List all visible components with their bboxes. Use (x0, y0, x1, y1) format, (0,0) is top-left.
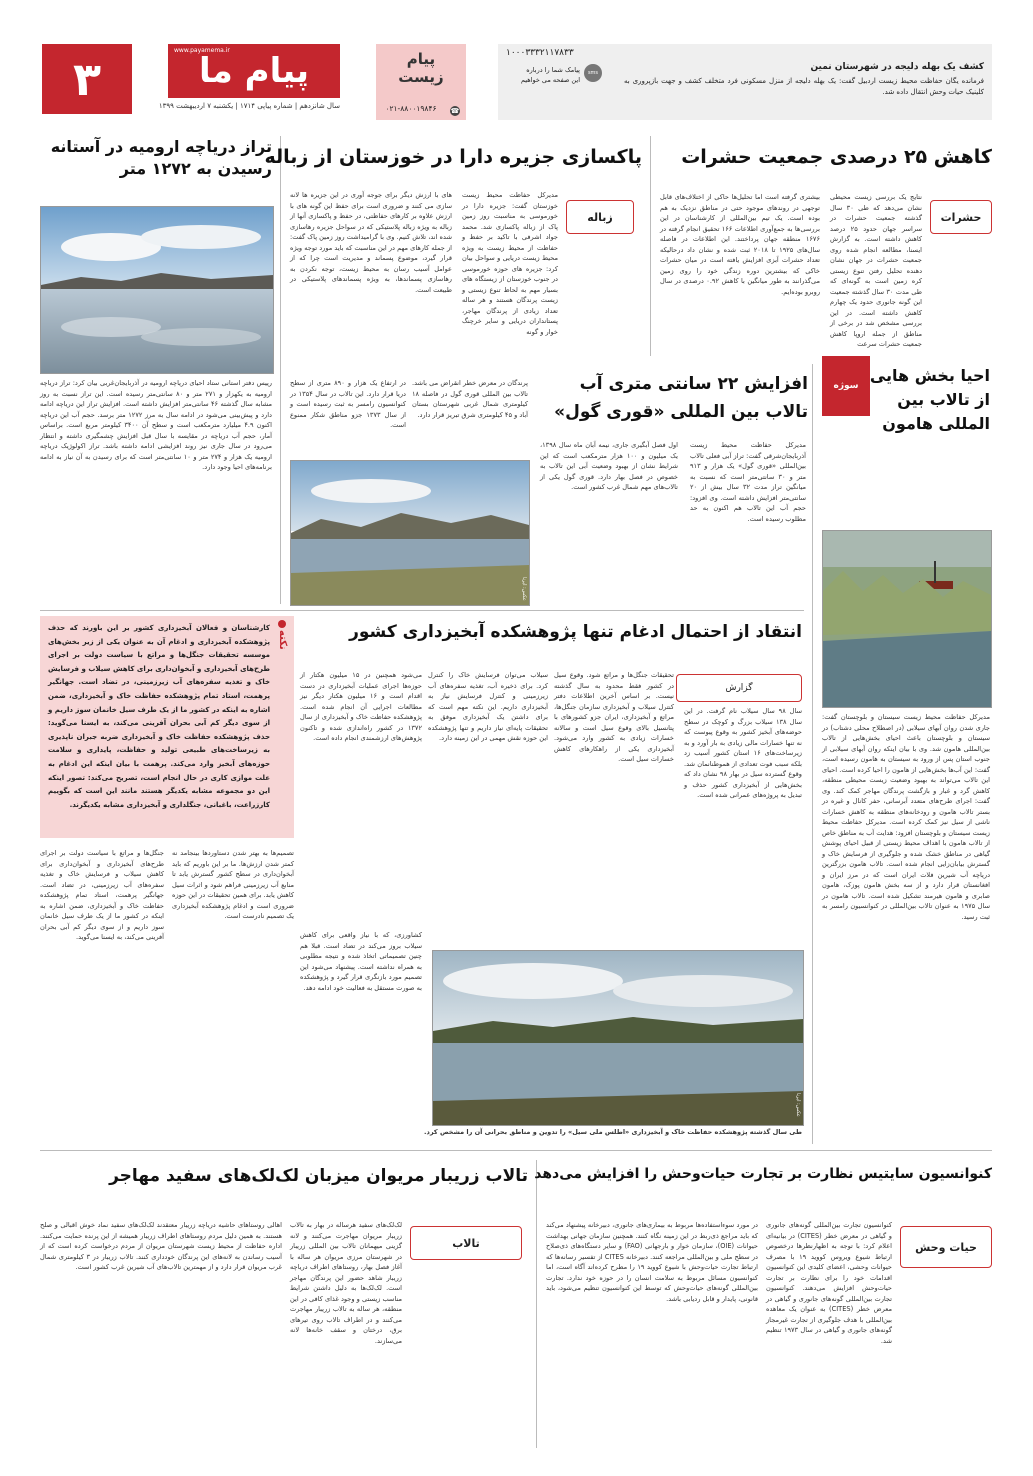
goorigol-col3: پرندگان در معرض خطر انقراض می باشد. تالاب بین المللی قوری گول در فاصله ۱۸ کیلومتری شمال غربی شهرستان بستان آباد و ۴۵ کیلومتری شرق تبریز قرار دارد. (412, 379, 528, 419)
divider (536, 1160, 537, 1448)
watershed-photo-caption: طی سال گذشته پژوهشکده حفاظت خاک و آبخیزداری «اطلس ملی سیل» را تدوین و مناطق بحرانی آن را مشخص کرد. (424, 1128, 802, 1136)
urmia-headline: تراز دریاچه ارومیه در آستانه رسیدن به ۱۲۷۲ متر (50, 137, 272, 178)
hamoon-headline: احیا بخش هایی از تالاب بین المللی هامون (869, 366, 990, 433)
sms-icon: sms (584, 64, 602, 82)
dara-col1: مدیرکل حفاظت محیط زیست خوزستان گفت: جزیره دارا در خورموسی به مناسبت روز زمین پاک از زباله پاکسازی شد. محمد جواد اشرفی با تاکید بر حفظ و حفاظت از محیط زیست به ویژه محیط زیست دریایی و سواحل بیان کرد: جزیره های حوزه خورموسی در جنوب خوزستان از زیستگاه های بسیار مهم به لحاظ تنوع زیستی و زیست پرندگان هستند و هر ساله تعداد زیادی از پرندگان مهاجر، پستانداران دریایی و سایر خرچنگ خوار و گونه (462, 191, 558, 336)
goorigol-col4: در ارتفاع یک هزار و ۸۹۰ متری از سطح دریا قرار دارد. این تالاب در سال ۱۳۵۴ در کنوانسیون رامسر به ثبت رسیده است و از سال ۱۳۷۳ جزو مناطق شکار ممنوع است. (290, 379, 406, 429)
hamoon-body: مدیرکل حفاظت محیط زیست سیستان و بلوچستان گفت: جاری شدن روان آبهای سیلابی (در اصطلاح محلی دشتاب) در سیستان و بلوچستان باعث احیای بخش‌هایی از تالاب بین‌المللی هامون شد. وی با بیان اینکه روان آبهای سیلابی از جنوب استان پس از ورود به سیستان به هامون رسیده است، گفت: این آب‌ها بخش‌هایی از هامون را احیا کرده است. احیای این تالاب می‌تواند به بهبود وضعیت زیست محیطی منطقه، کاهش گرد و غبار و بازگشت پرندگان مهاجر کمک کند. وی گفت: اجرای طرح‌های متعدد آبرسانی، حفر کانال و غیره در بستر تالاب هامون و رودخانه‌های منطقه به کاهش خسارات ناشی از سیل نیز کمک کرده است. مدیرکل حفاظت محیط زیست سیستان و بلوچستان افزود: هدایت آب به مناطق خاص از تالاب هامون با اهداف محیط زیستی از قبیل احیای پوشش گیاهی در مناطق خشک شده و جلوگیری از فرسایش خاک و گسترش بیابان‌زایی انجام شده است. تالاب هامون بزرگترین دریاچه آب شیرین فلات ایران است که در مرز ایران و افغانستان قرار دارد و از سه بخش هامون پوزک، هامون صابری و هامون هیرمند تشکیل شده است. تالاب هامون در سال ۱۹۷۵ به عنوان تالاب بین‌المللی در کنوانسیون رامسر به ثبت رسید. (822, 713, 990, 921)
hamoon-photo-image (823, 531, 991, 707)
divider (40, 1150, 992, 1151)
goorigol-col2: اول فصل آبگیری جاری، نیمه آبان ماه سال ۱۳۹۸، یک میلیون و ۱۰۰ هزار مترمکعب است که این شرایط نشان از بهبود وضعیت آبی این تالاب به خصوص در فصل بهار دارد. قوری گول یکی از تالاب‌های مهم شمال غرب کشور است. (540, 441, 678, 491)
phone-number: ۰۲۱-۸۸۰۰۱۹۸۴۶ (385, 104, 437, 113)
cites-tag: حیات وحش (900, 1226, 992, 1268)
dara-headline: پاکسازی جزیره دارا در خوزستان از زباله (264, 146, 642, 168)
cites-headline: کنوانسیون سایتیس نظارت بر تجارت حیات‌وحش را افزایش می‌دهد (534, 1166, 992, 1182)
logo: پیام ما (199, 51, 309, 91)
hamoon-photo (822, 530, 992, 708)
goorigol-col1: مدیرکل حفاظت محیط زیست آذربایجان‌شرقی گفت: تراز آبی فعلی تالاب بین‌المللی «قوری گول» یک هزار و ۹۱۳ متر و ۳۰ سانتی‌متر است که نسبت به میانگین تراز مدت ۳۲ سال بیش از ۲۰ سانتی‌متر افزایش داشته است. وی افزود: حجم آب این تالاب هم اکنون به حد مطلوب رسیده است. (690, 441, 806, 523)
sms-number: ۱۰۰۰۳۳۳۲۱۱۷۸۳۳ (506, 48, 574, 58)
watershed-photo-image (433, 951, 803, 1125)
insects-tag: حشرات (930, 200, 992, 234)
divider (650, 136, 651, 356)
news-box (498, 44, 992, 120)
watershed-col4: می‌شود همچنین در ۱۵ میلیون هکتار از حوزه‌ها اجرای عملیات آبخیزداری در دست اقدام است و ۱۶ میلیون هکتار دیگر نیز مطالعات اجرایی آن انجام شده است. پژوهشکده حفاظت خاک و آبخیزداری از سال ۱۳۷۲ در کشور راه‌اندازی شده و تاکنون پژوهش‌های ارزشمندی انجام داده است. (300, 671, 422, 742)
logo-box (168, 44, 340, 98)
zarivar-tag: تالاب (410, 1226, 522, 1260)
page-number-box (42, 44, 132, 114)
section-title: پیام زیست (398, 50, 444, 86)
site-url: www.payamema.ir (174, 47, 230, 54)
hamoon-tag: سوژه (822, 356, 870, 416)
urmia-body: رییس دفتر استانی ستاد احیای دریاچه ارومیه در آذربایجان‌غربی بیان کرد: تراز دریاچه ارومیه به یکهزار و ۲۷۱ متر و ۸۰ سانتی‌متر رسیده است. این تراز نسبت به روز مشابه سال گذشته ۴۶ سانتی‌متر افزایش داشته است. افزایش تراز این دریاچه ادامه دارد و پیش‌بینی می‌شود در ادامه سال به مرز ۱۲۷۲ متر برسد. حجم آب این دریاچه اکنون ۴.۹ میلیارد مترمکعب است و سطح آن ۳۴۰۰ کیلومتر مربع است. براساس آمار، حجم آب دریاچه در مقایسه با سال قبل افزایش چشمگیری داشته و انتظار می‌رود در سال جاری نیز روند افزایشی ادامه داشته باشد. تراز اکولوژیک دریاچه ارومیه یک هزار و ۲۷۴ متر و ۱۰ سانتی‌متر است که برای رسیدن به آن نیاز به ادامه برنامه‌های احیا وجود دارد. (40, 379, 273, 471)
sms-line2: این صفحه می خواهیم (520, 76, 580, 84)
watershed-tag: گزارش (676, 674, 802, 702)
callout-dot (278, 620, 286, 628)
zarivar-col1: لک‌لک‌های سفید هرساله در بهار به تالاب زریبار مریوان مهاجرت می‌کنند و لانه گزینی میهمانان تالاب بین المللی زریبار در شهرستان مرزی مریوان هر ساله با آغاز فصل بهار، روستاهای اطراف دریاچه زریبار شاهد حضور این پرندگان مهاجر است. لک‌لک‌ها به دلیل داشتن شرایط مناسب زیستی و وجود غذای کافی در این منطقه، هر ساله به تالاب زریبار مهاجرت می‌کنند و در اطراف تالاب روی تیرهای برق، درختان و سقف خانه‌ها لانه می‌سازند. (290, 1221, 402, 1345)
insects-col1: نتایج یک بررسی زیست محیطی نشان می‌دهد که طی ۳۰ سال گذشته جمعیت حشرات در سراسر جهان حدود ۲۵ درصد کاهش داشته است. به گزارش ایسنا، مطالعه انجام شده روی جمعیت حشرات در جهان نشان دهنده تحلیل رفتن تنوع زیستی کره زمین است به گونه‌ای که طی مدت ۳۰ سال گذشته جمعیت این گونه جانوری حدود یک چهارم کاهش داشته است. در این بررسی مشخص شد در برخی از مناطق از جمله اروپا کاهش جمعیت حشرات سرعت (830, 193, 923, 348)
cites-col2: در مورد سوءاستفاده‌ها مربوط به بیماری‌های جانوری، دبیرخانه پیشنهاد می‌کند که باید مراجع ذی‌ربط در این زمینه نگاه کنند. همچنین سازمان جهانی بهداشت حیوانات (OIE)، سازمان خوار و بارجهانی (FAO) و سایر دستگاه‌های ذی‌صلاح در سطح ملی و بین‌المللی مراجعه کنند. دبیرخانه CITES از تفسیر رسانه‌ها که ارتباط تجارت حیات‌وحش با شیوع کووید ۱۹ را مطرح کرده‌اند آگاه است، اما کنوانسیون مسائل مربوط به سلامت انسان را در حوزه خود ندارد. تجارت بین‌المللی گونه‌های حیات‌وحش که توسط این کنوانسیون تنظیم می‌شود، باید قانونی، پایدار و قابل ردیابی باشد. (546, 1221, 758, 1303)
lake-photo-image (41, 207, 273, 373)
dara-tag: زباله (566, 200, 634, 234)
watershed-col6: تصمیم‌ها به بهتر شدن دستاوردها بینجامد نه کمتر شدن ارزش‌ها. ما بر این باوریم که باید آبخوان‌داری در سطح کشور گسترش یابد تا منابع آب زیرزمینی فراهم شود و اثرات سیل کاهش یابد. برای همین تحقیقات در این حوزه ضروری است و ادغام پژوهشکده آبخیزداری یک تصمیم نادرست است. (172, 849, 294, 920)
divider (280, 136, 281, 604)
watershed-photo (432, 950, 804, 1126)
callout-body: کارشناسان و فعالان آبخیزداری کشور بر این باورند که حذف پژوهشکده آبخیزداری و ادغام آن به عنوان یکی از زیر بخش‌های موسسه تحقیقات جنگل‌ها و مراتع با سیاست دولت بر اجرای طرح‌های آبخیزداری و آبخوان‌داری برای کاهش سیلاب و فرسایش خاک و تغذیه سفره‌های آب زیرزمینی، در تضاد است. جهانگیر پرهمت، استاد تمام پژوهشکده حفاظت خاک و آبخیزداری، ضمن اشاره به اینکه در کشور ما از یک طرف سیل خانمان سوز داریم و از سوی دیگر کم آبی بحران آفرینی می‌کند، به ایسنا می‌گوید: حذف پژوهشکده حفاظت خاک و آبخیزداری ضربه جبران ناپذیری به زیرساخت‌های طبیعی تولید و حفاظت، پایداری و سلامت حوزه‌های آبخیز وارد می‌کند. پرهمت با بیان اینکه این ادغام به علت موازی کاری در حال انجام است، تصریح می‌کند: تصور اینکه این دو مجموعه مشابه یکدیگر هستند مانند این است که بگوییم کارزراعت، باغبانی، جنگلداری و آبخیزداری مشابه یکدیگرند. (48, 624, 270, 809)
watershed-col3: سیلاب می‌توان فرسایش خاک را کنترل کرد. برای ذخیره آب، تغذیه سفره‌های آب زیرزمینی و کنترل فرسایش نیاز به آبخیزداری داریم. این نکته مهم است که برای داشتن یک آبخیزداری موفق به تحقیقات پایه‌ای نیاز داریم و تنها پژوهشکده این حوزه نقش مهمی در این زمینه دارد. (428, 671, 548, 742)
watershed-col5: جنگل‌ها و مراتع با سیاست دولت بر اجرای طرح‌های آبخیزداری و آبخوان‌داری برای کاهش سیلاب و فرسایش خاک و تغذیه سفره‌های آب زیرزمینی، در تضاد است. جهانگیر پرهمت، استاد تمام پژوهشکده حفاظت خاک و آبخیزداری، ضمن اشاره به اینکه در کشور ما از یک طرف سیل خانمان سوز داریم و از سوی دیگر کم آبی بحران آفرینی می‌کند، به ایسنا می‌گوید. (40, 849, 164, 941)
watershed-col7: کشاورزی، که با نیاز واقعی برای کاهش سیلاب بروز می‌کند در تضاد است. قبلا هم چنین تصمیماتی اتخاذ شده و نتیجه مطلوبی به همراه نداشته است. پیشنهاد می‌شود این تصمیم مورد بازنگری قرار گیرد و پژوهشکده به صورت مستقل به فعالیت خود ادامه دهد. (300, 931, 422, 992)
sms-line1: پیامک شما را درباره (526, 66, 580, 74)
insects-headline: کاهش ۲۵ درصدی جمعیت حشرات (681, 146, 992, 168)
watershed-col2: تحقیقات جنگل‌ها و مراتع شود. وقوع سیل در کشور فقط محدود به سال گذشته نیست. بر اساس آخرین اطلاعات دفتر کنترل سیلاب و آبخیزداری سازمان جنگل‌ها، مراتع و آبخیزداری، ایران جزو کشورهای با پتانسیل بالای وقوع سیل است و سالانه خسارات زیادی به کشور وارد می‌شود. آبخیزداری یکی از راهکارهای کاهش خسارات سیل است. (554, 671, 674, 763)
news-title: کشف یک بهله دلیجه در شهرستان نمین (810, 62, 984, 72)
insects-col2: بیشتری گرفته است اما تحلیل‌ها حاکی از اختلاف‌های قابل توجهی در روندهای موجود حتی در مناطق نزدیک به هم بوده است. یک تیم بین‌المللی از کارشناسان در این بررسی‌ها به جمع‌آوری اطلاعات ۱۶۶ تحقیق انجام گرفته در ۱۶۷۶ منطقه جهان پرداختند. این اطلاعات در فاصله سال‌های ۱۹۲۵ تا ۲۰۱۸ ثبت شده و نشان داد درحالیکه تعداد حشرات آبزی افزایش یافته است در میان حشرات خاکی که بیشترین دوره زندگی خود را روی زمین می‌گذرانند به طور میانگین با کاهش ۰.۹۲ درصدی در سال روبرو بوده‌ایم. (660, 193, 821, 296)
watershed-photo-credit: عکس: ایرنا (795, 1093, 801, 1117)
issue-line: سال شانزدهم | شماره پیاپی ۱۷۱۴ | یکشنبه ۷ اردیبهشت ۱۳۹۹ (158, 102, 340, 110)
watershed-headline: انتقاد از احتمال ادغام تنها پژوهشکده آبخیزداری کشور (349, 622, 802, 642)
goorigol-headline-1: افزایش ۲۲ سانتی متری آب (579, 374, 808, 394)
phone-icon: ☎ (450, 107, 460, 115)
urmia-photo (40, 206, 274, 374)
goorigol-photo (290, 460, 530, 606)
news-body: فرمانده یگان حفاظت محیط زیست اردبیل گفت: یک بهله دلیجه از منزل مسکونی فرد متخلف کشف و جهت بازپروری به کلینیک حیات وحش انتقال داده شد. (624, 77, 984, 96)
dara-col2: های با ارزش دیگر برای جوجه آوری در این جزیره ها لانه سازی می کنند و ضروری است برای حفظ این گونه های با ارزش علاوه بر کارهای حفاظتی، در حفظ و پاکسازی آنها از زباله به ویژه زباله پلاستیکی که در سواحل جزیره رهاسازی شده اند، تلاش کنیم. وی با گرامیداشت روز زمین پاک گفت: از جمله کارهای مهم در این مناسبت که باید مورد توجه ویژه قرار گیرد، موضوع پسماند و مدیریت است چرا که از عوامل آسیب رسان به محیط زیست، توجه نکردن به رهاسازی پسماندها، به ویژه پسماندهای پلاستیکی در طبیعت است. (290, 191, 452, 294)
goorigol-headline-2: تالاب بین المللی «قوری گول» (554, 402, 808, 422)
cites-col1: کنوانسیون تجارت بین‌المللی گونه‌های جانوری و گیاهی در معرض خطر (CITES) در بیانیه‌ای اعلام کرد: با توجه به اظهارنظرها درخصوص ارتباط شیوع ویروس کووید ۱۹ با مصرف حیوانات وحشی، اعضای کلیدی این کنوانسیون اقدامات خود را برای نظارت بر تجارت حیات‌وحش افزایش می‌دهند. کنوانسیون تجارت بین‌المللی گونه‌های جانوری و گیاهی در معرض خطر (CITES) به عنوان یک معاهده بین‌المللی با هدف جلوگیری از تجارت غیرمجاز گونه‌های جانوری و گیاهی در سال ۱۹۷۳ تنظیم شد. (766, 1221, 892, 1345)
callout-title: نکته (277, 630, 288, 650)
wetland-photo-image (291, 461, 529, 605)
zarivar-col2: اهالی روستاهای حاشیه دریاچه زریبار معتقدند لک‌لک‌های سفید نماد خوش اقبالی و صلح هستند. به همین دلیل مردم روستاهای اطراف زریبار همیشه از این پرنده حمایت می‌کنند. اداره حفاظت از محیط زیست شهرستان مریوان از مردم درخواست کرده است که از آسیب رساندن به لانه‌های این پرندگان خودداری کنند. تالاب زریبار در ۳ کیلومتری شمال غرب مریوان قرار دارد و از مهمترین تالاب‌های آب شیرین غرب کشور است. (40, 1221, 282, 1271)
divider (40, 610, 804, 611)
divider (812, 364, 813, 1144)
goorigol-photo-credit: عکس: ایرنا (521, 577, 527, 601)
page-number: ۳ (72, 52, 102, 106)
callout-box (40, 616, 294, 838)
watershed-col1: سال ۹۸ سال سیلاب نام گرفت. در این سال ۱۳۸ سیلاب بزرگ و کوچک در سطح حوضه‌های آبخیز کشور به وقوع پیوست که نه تنها خسارات مالی زیادی به بار آورد و به زیرساخت‌های ۱۶ استان کشور آسیب زد بلکه سبب فوت تعدادی از هموطنانمان شد. وقوع گسترده سیل در بهار ۹۸ نشان داد که بخش‌هایی از آبخیزداری کشور حذف و تبدیل به پروژه‌های عمرانی شده است. (684, 707, 803, 799)
zarivar-headline: تالاب زریبار مریوان میزبان لک‌لک‌های سفید مهاجر (109, 1166, 528, 1186)
